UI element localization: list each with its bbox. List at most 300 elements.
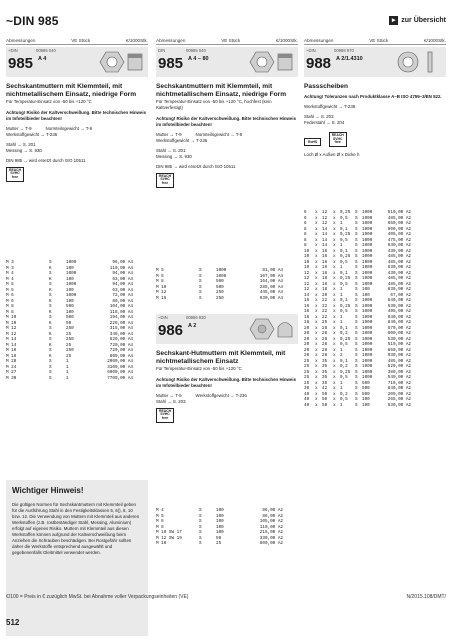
table-cell: S xyxy=(355,309,358,314)
table-cell: 20 xyxy=(304,331,310,336)
table-cell: 1000 xyxy=(362,314,373,320)
ref-weight[interactable]: Werkstoffgewicht → T-236 xyxy=(304,103,356,109)
table-cell: 20 xyxy=(304,347,310,353)
table-cell: S xyxy=(355,358,358,364)
table-cell: S xyxy=(355,237,358,243)
price-table-985-a4-80 xyxy=(156,268,286,301)
table-cell: 8 xyxy=(304,232,307,237)
table-cell: x xyxy=(333,281,336,287)
table-cell: S xyxy=(355,265,358,270)
table-cell: 2000,00 A4 xyxy=(107,359,133,364)
table-cell: M 8 xyxy=(156,524,164,530)
table-cell: 250 xyxy=(216,295,224,301)
table-cell: x xyxy=(315,303,318,309)
table-cell: x xyxy=(333,369,336,375)
ref-nuts[interactable]: Mutter → T-9 xyxy=(156,131,182,137)
table-cell: K xyxy=(49,265,52,271)
replacement-note: DIN 985 → wird ersetzt durch ISO 10511 xyxy=(156,163,236,169)
article-code: 00988 970 xyxy=(334,48,354,53)
table-cell: x xyxy=(315,237,318,243)
table-cell: 265,00 A2 xyxy=(387,397,411,402)
table-cell: S xyxy=(355,210,358,215)
table-cell: M 5 xyxy=(156,513,164,519)
table-cell: S xyxy=(355,325,358,331)
table-cell: M 16 xyxy=(6,348,17,353)
table-cell: S xyxy=(49,370,52,375)
ref-steel[interactable]: Stahl → S. 203 xyxy=(156,398,186,404)
overview-link[interactable] xyxy=(389,16,446,25)
table-cell: 1 xyxy=(66,359,69,364)
table-cell: 28 xyxy=(322,331,328,336)
table-cell: 620,00 A4 xyxy=(109,337,133,342)
table-cell: x xyxy=(333,259,336,265)
table-cell: 500,00 A2 xyxy=(387,226,411,232)
table-cell: 650,00 A2 xyxy=(387,221,411,226)
table-cell: 485,00 A2 xyxy=(387,259,411,265)
table-cell: S xyxy=(199,524,202,530)
table-cell: 0,2 xyxy=(340,331,348,336)
table-cell: x xyxy=(333,270,336,276)
table-cell: S xyxy=(355,298,358,303)
warning-text: Achtung! Risiko der Kaltverschweißung. Bitte technischen Hinweis im Infoteilbieder beachten! xyxy=(6,110,147,121)
table-cell: x xyxy=(315,248,318,254)
table-cell: 25 xyxy=(322,320,328,325)
table-cell: 164,00 A4 xyxy=(259,279,283,284)
cap-nut-icon xyxy=(244,317,294,341)
table-cell: M 8 xyxy=(6,304,14,309)
table-cell: 0,5 xyxy=(340,237,348,243)
table-cell: 2 xyxy=(340,353,343,358)
table-cell: 1000 xyxy=(362,298,373,303)
table-cell: 0,1 xyxy=(340,325,348,331)
table-cell: 42 xyxy=(322,386,328,391)
table-cell: 1000 xyxy=(362,353,373,358)
table-cell: x xyxy=(315,243,318,248)
table-cell: 485,00 A2 xyxy=(387,358,411,364)
table-cell: x xyxy=(333,320,336,325)
product-title: Sechskant-Hutmuttern mit Klemmteil, mit nichtmetallischem Einsatz xyxy=(156,350,286,365)
reach-badge: REACH SVHC free xyxy=(329,132,347,147)
table-cell: 22 xyxy=(322,298,328,303)
table-cell: S xyxy=(355,353,358,358)
shim-washer-icon xyxy=(392,50,442,74)
header-vpe: VE xyxy=(71,38,78,43)
ref-weight[interactable]: Werkstoffgewicht → T-236 xyxy=(156,137,208,143)
table-cell: 800,00 A2 xyxy=(259,541,283,546)
table-cell: 1000 xyxy=(362,226,373,232)
table-cell: M 10 xyxy=(6,315,17,320)
table-cell: S xyxy=(355,320,358,325)
table-cell: S xyxy=(355,221,358,226)
table-cell: 530,00 A2 xyxy=(387,303,411,309)
table-cell: 0,5 xyxy=(340,259,348,265)
table-cell: 25 xyxy=(216,541,222,546)
table-cell: 0,1 xyxy=(340,248,348,254)
table-cell: M 20 xyxy=(6,359,17,364)
table-cell: S xyxy=(49,315,52,320)
table-cell: 0,2 xyxy=(340,364,348,369)
table-cell: S xyxy=(355,276,358,281)
table-cell: 30 xyxy=(304,386,310,391)
table-cell: 20 xyxy=(304,336,310,342)
table-cell: 20 xyxy=(322,292,328,298)
table-cell: 630,00 A2 xyxy=(387,265,411,270)
table-cell: 500 xyxy=(66,304,74,309)
table-cell: M 12 SW 19 xyxy=(156,535,182,541)
table-cell: 1000 xyxy=(362,259,373,265)
table-cell: 600,00 A2 xyxy=(387,331,411,336)
table-cell: x xyxy=(315,397,318,402)
table-cell: 1000 xyxy=(362,210,373,215)
table-cell: x xyxy=(315,298,318,303)
table-cell: M 16 xyxy=(6,353,17,359)
table-cell: 1000 xyxy=(362,358,373,364)
table-cell: 14 xyxy=(322,232,328,237)
table-cell: S xyxy=(199,279,202,284)
table-cell: 330,00 A2 xyxy=(259,535,283,541)
table-cell: 0,25 xyxy=(340,276,351,281)
table-cell: 94,00 A4 xyxy=(112,271,133,276)
table-cell: 930,00 A4 xyxy=(259,295,283,301)
table-cell: x xyxy=(315,380,318,386)
table-cell: 50 xyxy=(322,402,328,408)
table-cell: x xyxy=(333,298,336,303)
table-cell: x xyxy=(333,336,336,342)
table-cell: x xyxy=(333,380,336,386)
header-price: €/1000Stk. xyxy=(276,38,298,43)
table-cell: 12 xyxy=(322,221,328,226)
header-dims: Abmessungen xyxy=(304,38,334,43)
table-cell: x xyxy=(315,210,318,215)
table-cell: x xyxy=(315,336,318,342)
table-cell: S xyxy=(49,348,52,353)
table-cell: 405,00 A2 xyxy=(387,232,411,237)
table-cell: 22 xyxy=(322,303,328,309)
table-cell: S xyxy=(355,402,358,408)
table-cell: 1 xyxy=(340,265,343,270)
table-cell: 18 xyxy=(322,270,328,276)
table-cell: 50 xyxy=(66,320,72,326)
table-cell: S xyxy=(49,359,52,364)
table-cell: 22 xyxy=(322,314,328,320)
ref-norm-weight[interactable]: Normteilsgewicht → T-9 xyxy=(195,131,243,137)
table-cell: 6000,00 A4 xyxy=(107,370,133,375)
header-stueck: Stück xyxy=(228,38,241,43)
table-cell: 72,00 A4 xyxy=(112,293,133,298)
table-cell: 1 xyxy=(340,320,343,325)
table-cell: 570,00 A2 xyxy=(387,325,411,331)
table-row xyxy=(156,541,286,547)
header-dims: Abmessungen xyxy=(6,38,36,43)
table-cell: S xyxy=(355,314,358,320)
table-cell: M 3 xyxy=(6,260,14,265)
table-cell: S xyxy=(355,270,358,276)
warning-text: Achtung! Risiko der Kaltverschweißung. Bitte technischen Hinweis im Infoteilbieder beachten! xyxy=(156,116,297,127)
table-cell: x xyxy=(315,364,318,369)
product-id-box xyxy=(156,314,298,344)
table-cell: 0,5 xyxy=(340,281,348,287)
table-cell: x xyxy=(333,342,336,347)
table-cell: S xyxy=(355,226,358,232)
table-cell: 1000 xyxy=(362,215,373,221)
table-cell: 100 xyxy=(362,402,370,408)
table-cell: x xyxy=(315,347,318,353)
table-cell: S xyxy=(355,380,358,386)
table-cell: 1000 xyxy=(362,336,373,342)
table-cell: x xyxy=(333,287,336,292)
table-cell: 0,25 xyxy=(340,210,351,215)
table-cell: 1000 xyxy=(362,375,373,380)
page-title: ~DIN 985 xyxy=(6,14,59,28)
reach-badge: REACH SVHC free xyxy=(156,173,174,188)
table-cell: 25 xyxy=(66,342,72,348)
footer-note: €/100 = Preis in € zuzüglich MwSt. bei Abnahme voller Verpackungseinheiten (VE) xyxy=(6,594,189,600)
table-cell: x xyxy=(315,402,318,408)
table-cell: 12 xyxy=(322,210,328,215)
table-cell: S xyxy=(49,271,52,276)
table-cell: M 5 xyxy=(156,268,164,273)
table-cell: 0,25 xyxy=(340,369,351,375)
table-cell: S xyxy=(355,342,358,347)
table-cell: 25 xyxy=(304,358,310,364)
table-cell: 485,00 A2 xyxy=(387,254,411,259)
table-cell: S xyxy=(355,303,358,309)
table-cell: x xyxy=(315,287,318,292)
table-cell: 18 xyxy=(322,287,328,292)
table-cell: 315,00 A4 xyxy=(109,326,133,331)
table-cell: x xyxy=(315,276,318,281)
table-cell: 229,00 A4 xyxy=(109,320,133,326)
table-cell: x xyxy=(333,248,336,254)
din-label: ~DIN xyxy=(158,315,168,320)
table-cell: 1000 xyxy=(66,271,77,276)
table-cell: 14 xyxy=(322,243,328,248)
table-cell: 1000 xyxy=(362,265,373,270)
table-cell: 445,00 A4 xyxy=(259,290,283,295)
table-cell: 100 xyxy=(66,276,74,282)
table-cell: 35 xyxy=(322,380,328,386)
table-cell: 485,00 A2 xyxy=(387,281,411,287)
ref-weight[interactable]: Werkstoffgewicht → T-236 xyxy=(195,392,247,398)
table-cell: 540,00 A2 xyxy=(387,375,411,380)
product-title: Sechskantmuttern mit Klemmteil, mit nichtmetallischem Einsatz, niedrige Form xyxy=(156,83,287,98)
article-code: 00986 930 xyxy=(186,315,206,320)
price-table-988 xyxy=(304,210,414,408)
rohs-badge: RoHS xyxy=(304,138,321,146)
table-cell: 35 xyxy=(322,369,328,375)
ref-spring-steel[interactable]: Federstahl → S. 204 xyxy=(304,119,345,125)
table-cell: K xyxy=(49,287,52,293)
table-cell: 510,00 A2 xyxy=(387,210,411,215)
table-cell: x xyxy=(333,391,336,397)
table-cell: K xyxy=(49,331,52,337)
table-cell: M 30 xyxy=(6,375,17,381)
table-row xyxy=(6,376,136,382)
table-cell: S xyxy=(49,375,52,381)
table-cell: 1000 xyxy=(66,260,77,265)
table-cell: 50 xyxy=(322,391,328,397)
table-cell: 100 xyxy=(66,265,74,271)
table-cell: 250 xyxy=(216,290,224,295)
table-cell: 0,1 xyxy=(340,270,348,276)
table-cell: x xyxy=(315,281,318,287)
table-cell: 100 xyxy=(216,530,224,535)
table-cell: 380,00 A2 xyxy=(387,369,411,375)
material-grade: A 4 – 80 xyxy=(188,56,209,62)
table-cell: S xyxy=(355,281,358,287)
table-cell: 1000 xyxy=(216,273,227,279)
table-cell: 16 xyxy=(322,248,328,254)
table-cell: 1 xyxy=(340,314,343,320)
table-cell: 28 xyxy=(322,347,328,353)
table-cell: K xyxy=(49,320,52,326)
table-cell: 215,00 A2 xyxy=(259,530,283,535)
price-table-985-a4 xyxy=(6,260,136,381)
table-cell: S xyxy=(355,259,358,265)
column-din-986-a2 xyxy=(156,312,298,424)
column-header xyxy=(6,38,148,45)
table-cell: x xyxy=(315,270,318,276)
page-number: 512 xyxy=(6,618,20,627)
ref-nuts[interactable]: Mutter → T-9 xyxy=(156,392,182,398)
table-cell: 530,00 A2 xyxy=(387,336,411,342)
table-cell: 800,00 A4 xyxy=(109,353,133,359)
table-cell: 6 xyxy=(304,221,307,226)
material-grade: A 2/1.4310 xyxy=(336,56,363,62)
table-cell: x xyxy=(315,309,318,314)
table-cell: 25 xyxy=(304,375,310,380)
table-cell: M 6 xyxy=(156,519,164,524)
table-cell: 6 xyxy=(304,210,307,215)
table-cell: 1000 xyxy=(66,293,77,298)
dimension-legend: Loch Ø x Außen Ø x Dicke h xyxy=(304,152,360,158)
table-cell: 540,00 A2 xyxy=(387,298,411,303)
table-cell: 209,00 A2 xyxy=(387,391,411,397)
table-cell: 16 xyxy=(322,265,328,270)
table-cell: 194,00 A4 xyxy=(109,315,133,320)
table-cell: 1 xyxy=(66,364,69,370)
norm-number: 985 xyxy=(158,55,184,72)
article-code: 00985 040 xyxy=(186,48,206,53)
table-cell: x xyxy=(333,358,336,364)
table-cell: 14 xyxy=(322,237,328,243)
table-cell: 20 xyxy=(304,342,310,347)
product-title: Passscheiben xyxy=(304,83,348,90)
table-cell: x xyxy=(315,358,318,364)
product-id-box xyxy=(304,47,446,77)
table-cell: 16 xyxy=(322,259,328,265)
table-cell: M 6 xyxy=(6,298,14,304)
ref-norm-weight[interactable]: Normteilsgewicht → T-9 xyxy=(45,125,93,131)
table-cell: x xyxy=(333,226,336,232)
table-cell: 104,00 A4 xyxy=(109,304,133,309)
refs xyxy=(304,104,446,126)
table-cell: 110,00 A4 xyxy=(109,265,133,271)
table-cell: S xyxy=(199,530,202,535)
table-cell: M 8 xyxy=(156,279,164,284)
table-cell: 86,00 A2 xyxy=(262,508,283,513)
table-cell: x xyxy=(315,353,318,358)
table-cell: 100 xyxy=(216,524,224,530)
table-cell: 105,00 A2 xyxy=(259,519,283,524)
table-cell: x xyxy=(315,226,318,232)
table-cell: S xyxy=(355,364,358,369)
table-cell: 0,5 xyxy=(340,342,348,347)
ref-steel[interactable]: Stahl → S. 201 xyxy=(156,147,186,153)
ref-steel[interactable]: Stahl → S. 201 xyxy=(6,141,36,147)
table-cell: 100 xyxy=(66,309,74,315)
table-cell: 18 xyxy=(304,320,310,325)
table-cell: 650,00 A2 xyxy=(387,347,411,353)
table-cell: 1000 xyxy=(362,364,373,369)
table-cell: 0,5 xyxy=(340,375,348,380)
table-cell: M 12 xyxy=(6,331,17,337)
reach-badge: REACH SVHC free xyxy=(156,408,174,423)
ref-nuts[interactable]: Mutter → T-9 xyxy=(6,125,32,131)
table-cell: 50 xyxy=(322,397,328,402)
table-cell: 40 xyxy=(304,397,310,402)
arrow-right-icon: ▸ xyxy=(389,16,398,25)
table-cell: x xyxy=(333,210,336,215)
table-cell: S xyxy=(199,295,202,301)
table-cell: S xyxy=(355,336,358,342)
table-cell: S xyxy=(49,364,52,370)
table-cell: 40 xyxy=(304,391,310,397)
table-cell: x xyxy=(315,375,318,380)
table-cell: 25 xyxy=(304,364,310,369)
hex-nut-icon xyxy=(94,50,144,74)
table-cell: S xyxy=(199,284,202,290)
table-cell: 1000 xyxy=(362,237,373,243)
ref-steel[interactable]: Stahl → S. 203 xyxy=(304,113,334,119)
ref-weight[interactable]: Werkstoffgewicht → T-236 xyxy=(6,131,58,137)
table-cell: M 16 xyxy=(156,295,167,301)
column-din-985-a4-80 xyxy=(156,38,298,189)
product-title: Sechskantmuttern mit Klemmteil, mit nichtmetallischem Einsatz, niedrige Form xyxy=(6,83,137,98)
table-cell: S xyxy=(355,369,358,375)
product-id-box xyxy=(6,47,148,77)
temperature-range: Für Temperatur-Einsatz von -50 bis +120 °C, hochfest (kein Kaltverfestigt) xyxy=(156,99,272,110)
table-cell: 430,00 A2 xyxy=(387,248,411,254)
table-cell: 1000 xyxy=(362,369,373,375)
table-cell: 0,1 xyxy=(340,358,348,364)
table-cell: M 6 xyxy=(156,273,164,279)
ref-brass[interactable]: Messing → S. 930 xyxy=(156,153,192,159)
table-cell: M 10 SW 17 xyxy=(156,530,182,535)
norm-number: 985 xyxy=(8,55,34,72)
table-cell: 96,00 A4 xyxy=(112,260,133,265)
table-cell: 16 xyxy=(304,303,310,309)
table-cell: S xyxy=(355,287,358,292)
column-din-988 xyxy=(304,38,446,158)
table-cell: 63,00 A4 xyxy=(112,287,133,293)
table-cell: x xyxy=(333,254,336,259)
table-cell: 1000 xyxy=(362,254,373,259)
table-cell: 86,00 A2 xyxy=(262,513,283,519)
replacement-note: DIN 985 → wird ersetzt durch ISO 10511 xyxy=(6,157,86,163)
table-cell: x xyxy=(315,331,318,336)
ref-brass[interactable]: Messing → S. 930 xyxy=(6,147,42,153)
table-cell: 107,00 A4 xyxy=(259,273,283,279)
table-cell: 100 xyxy=(216,508,224,513)
table-row xyxy=(304,403,414,409)
table-cell: x xyxy=(315,386,318,391)
table-cell: x xyxy=(315,391,318,397)
table-cell: 0,25 xyxy=(340,232,351,237)
table-cell: 12 xyxy=(304,270,310,276)
table-cell: 1 xyxy=(340,221,343,226)
table-cell: S xyxy=(355,243,358,248)
